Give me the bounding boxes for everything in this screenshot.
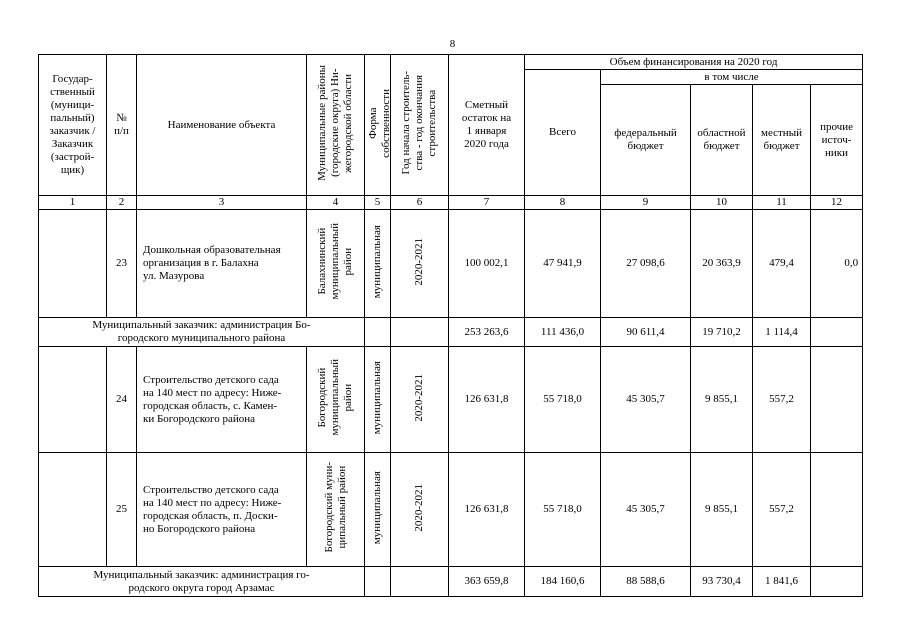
- ownership-text: муниципальная: [371, 360, 383, 435]
- table-row: [39, 347, 863, 453]
- header-remainder: Сметный остаток на 1 января 2020 года: [449, 55, 525, 196]
- column-number: 4: [307, 196, 365, 210]
- subtotal-regional: 19 710,2: [691, 318, 753, 347]
- regional-value: 9 855,1: [691, 347, 753, 453]
- column-number: 5: [365, 196, 391, 210]
- table-row: [39, 453, 863, 567]
- header-row-1: [39, 55, 863, 70]
- subtotal-local: 1 841,6: [753, 567, 811, 597]
- ownership-text: муниципальная: [371, 470, 383, 545]
- header-other: прочие источ- ники: [811, 85, 863, 196]
- header-ownership: [365, 55, 391, 196]
- customer-cell: [39, 347, 107, 453]
- years-cell: [391, 453, 449, 567]
- header-regional: областной бюджет: [691, 85, 753, 196]
- other-value: [811, 347, 863, 453]
- local-value: 557,2: [753, 453, 811, 567]
- years-cell: [391, 210, 449, 318]
- header-customer: Государ- ственный (муници- пальный) заказчик / Заказчик (застрой- щик): [39, 55, 107, 196]
- years-text: 2020-2021: [413, 237, 425, 286]
- header-ownership-text: Форма собственности: [367, 88, 392, 158]
- object-name: Строительство детского сада на 140 мест по адресу: Ниже- городская область, п. Доски- но Богородского района: [137, 453, 307, 567]
- ownership-cell: [365, 210, 391, 318]
- district-text: Балахнинский муниципальный район: [316, 223, 354, 300]
- district-text: Богородский муниципальный район: [316, 359, 354, 436]
- years-text: 2020-2021: [413, 373, 425, 422]
- header-financing: Объем финансирования на 2020 год: [525, 55, 863, 70]
- local-value: 557,2: [753, 347, 811, 453]
- column-number: 11: [753, 196, 811, 210]
- district-cell: [307, 453, 365, 567]
- empty-cell: [811, 318, 863, 347]
- federal-value: 27 098,6: [601, 210, 691, 318]
- years-text: 2020-2021: [413, 483, 425, 532]
- ownership-cell: [365, 453, 391, 567]
- federal-value: 45 305,7: [601, 347, 691, 453]
- subtotal-regional: 93 730,4: [691, 567, 753, 597]
- regional-value: 9 855,1: [691, 453, 753, 567]
- subtotal-label: Муниципальный заказчик: администрация Бо- городского муниципального района: [39, 318, 365, 347]
- district-cell: [307, 210, 365, 318]
- remainder-value: 126 631,8: [449, 453, 525, 567]
- header-district-text: Муниципальные районы (городские округа) Ни- жегородской области: [316, 65, 354, 181]
- column-number: 3: [137, 196, 307, 210]
- years-cell: [391, 347, 449, 453]
- subtotal-total: 111 436,0: [525, 318, 601, 347]
- column-number: 8: [525, 196, 601, 210]
- remainder-value: 126 631,8: [449, 347, 525, 453]
- subtotal-total: 184 160,6: [525, 567, 601, 597]
- total-value: 47 941,9: [525, 210, 601, 318]
- header-years: [391, 55, 449, 196]
- subtotal-local: 1 114,4: [753, 318, 811, 347]
- header-years-text: Год начала строитель- ства - год окончания строительства: [400, 71, 438, 175]
- empty-cell: [391, 318, 449, 347]
- subtotal-federal: 90 611,4: [601, 318, 691, 347]
- district-text: Богородский муни- ципальный район: [322, 462, 348, 553]
- object-name: Дошкольная образовательная организация в г. Балахна ул. Мазурова: [137, 210, 307, 318]
- object-name: Строительство детского сада на 140 мест по адресу: Ниже- городская область, с. Камен- ки Богородского района: [137, 347, 307, 453]
- empty-cell: [811, 567, 863, 597]
- subtotal-remainder: 253 263,6: [449, 318, 525, 347]
- empty-cell: [391, 567, 449, 597]
- remainder-value: 100 002,1: [449, 210, 525, 318]
- subtotal-remainder: 363 659,8: [449, 567, 525, 597]
- ownership-text: муниципальная: [371, 224, 383, 299]
- row-number: 24: [107, 347, 137, 453]
- column-number: 2: [107, 196, 137, 210]
- subtotal-row: [39, 318, 863, 347]
- customer-cell: [39, 210, 107, 318]
- column-number: 6: [391, 196, 449, 210]
- empty-cell: [365, 567, 391, 597]
- header-total: Всего: [525, 70, 601, 196]
- district-cell: [307, 347, 365, 453]
- column-number: 9: [601, 196, 691, 210]
- header-federal: федеральный бюджет: [601, 85, 691, 196]
- subtotal-federal: 88 588,6: [601, 567, 691, 597]
- customer-cell: [39, 453, 107, 567]
- column-number: 7: [449, 196, 525, 210]
- other-value: [811, 453, 863, 567]
- local-value: 479,4: [753, 210, 811, 318]
- other-value: 0,0: [811, 210, 863, 318]
- page-number: 8: [449, 38, 456, 50]
- row-number: 23: [107, 210, 137, 318]
- column-number: 1: [39, 196, 107, 210]
- federal-value: 45 305,7: [601, 453, 691, 567]
- financing-table: [38, 54, 863, 597]
- subtotal-row: [39, 567, 863, 597]
- column-number: 10: [691, 196, 753, 210]
- empty-cell: [365, 318, 391, 347]
- header-district: [307, 55, 365, 196]
- column-number: 12: [811, 196, 863, 210]
- header-including: в том числе: [601, 70, 863, 85]
- header-object-name: Наименование объекта: [137, 55, 307, 196]
- total-value: 55 718,0: [525, 453, 601, 567]
- subtotal-label: Муниципальный заказчик: администрация го- родского округа город Арзамас: [39, 567, 365, 597]
- header-local: местный бюджет: [753, 85, 811, 196]
- regional-value: 20 363,9: [691, 210, 753, 318]
- ownership-cell: [365, 347, 391, 453]
- total-value: 55 718,0: [525, 347, 601, 453]
- column-numbers-row: [39, 196, 863, 210]
- row-number: 25: [107, 453, 137, 567]
- table-row: [39, 210, 863, 318]
- header-number: № п/п: [107, 55, 137, 196]
